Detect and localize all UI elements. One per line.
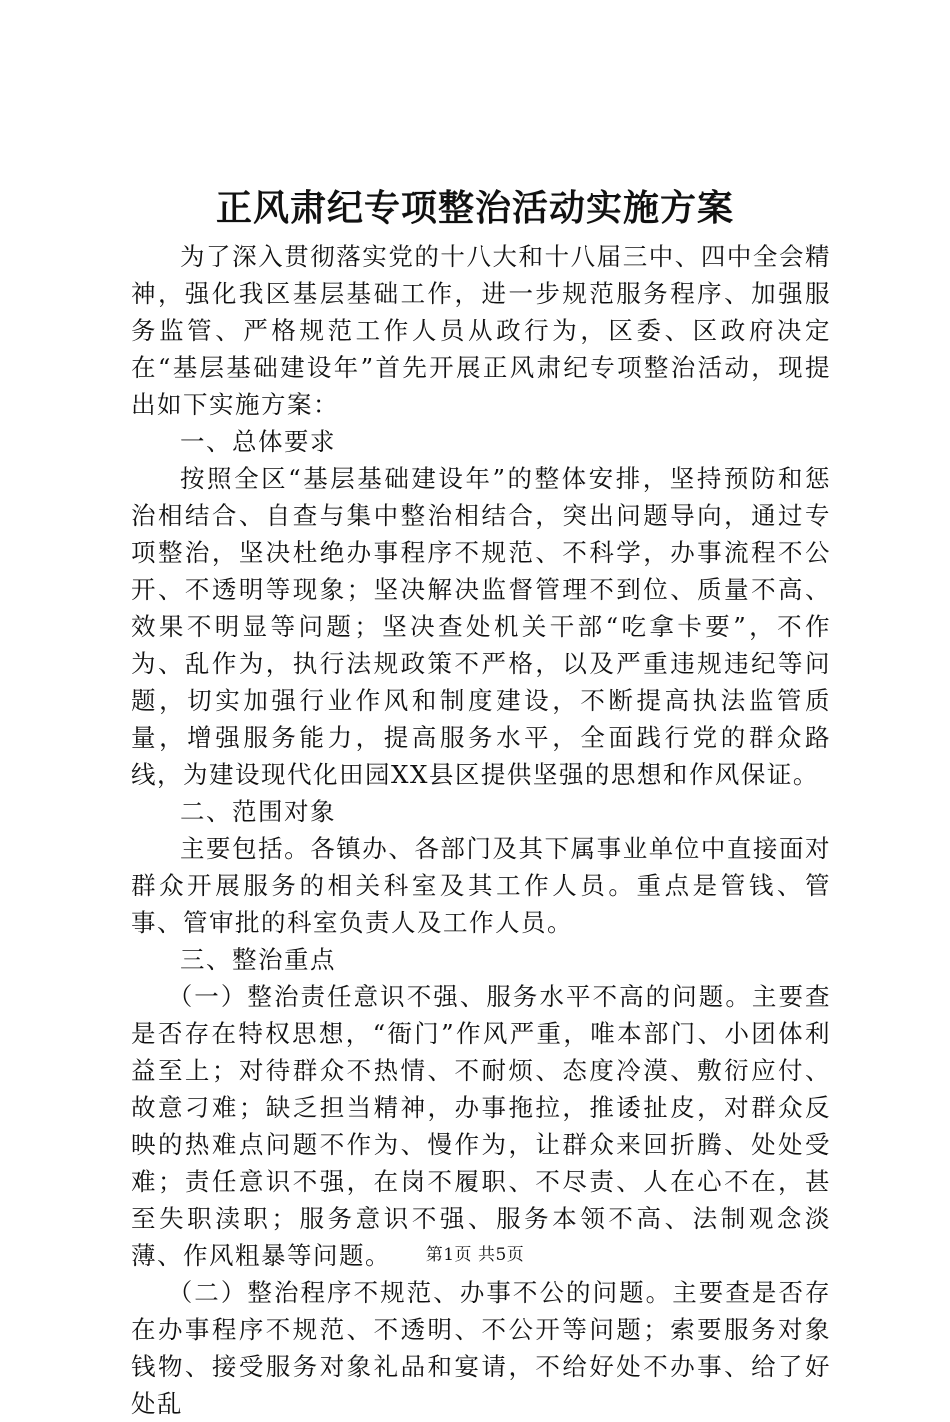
- section-paragraph-general-requirements: 按照全区“基层基础建设年”的整体安排，坚持预防和惩治相结合、自查与集中整治相结合，突出问题导向，通过专项整治，坚决杜绝办事程序不规范、不科学，办事流程不公开、不透明等现象；坚决解决监督管理不到位、质量不高、效果不明显等问题；坚决查处机关干部“吃拿卡要”，不作为、乱作为，执行法规政策不严格，以及严重违规违纪等问题，切实加强行业作风和制度建设，不断提高执法监管质量，增强服务能力，提高服务水平，全面践行党的群众路线，为建设现代化田园XX县区提供坚强的思想和作风保证。: [131, 464, 831, 789]
- section-heading-key-points: 三、整治重点: [180, 945, 336, 974]
- key-point-item-1: （一）整治责任意识不强、服务水平不高的问题。主要查是否存在特权思想，“衙门”作风严重，唯本部门、小团体利益至上；对待群众不热情、不耐烦、态度冷漠、敷衍应付、故意刁难；缺乏担当精神，办事拖拉，推诿扯皮，对群众反映的热难点问题不作为、慢作为，让群众来回折腾、处处受难；责任意识不强，在岗不履职、不尽责、人在心不在，甚至失职渎职；服务意识不强、服务本领不高、法制观念淡薄、作风粗暴等问题。: [131, 982, 831, 1270]
- section-heading-scope: 二、范围对象: [180, 797, 336, 826]
- document-title: 正风肃纪专项整治活动实施方案: [215, 187, 734, 229]
- section-paragraph-scope: 主要包括。各镇办、各部门及其下属事业单位中直接面对群众开展服务的相关科室及其工作人员。重点是管钱、管事、管审批的科室负责人及工作人员。: [131, 834, 831, 937]
- section-heading-general-requirements: 一、总体要求: [180, 427, 336, 456]
- intro-paragraph: 为了深入贯彻落实党的十八大和十八届三中、四中全会精神，强化我区基层基础工作，进一步规范服务程序、加强服务监管、严格规范工作人员从政行为，区委、区政府决定在“基层基础建设年”首先开展正风肃纪专项整治活动，现提出如下实施方案：: [131, 242, 831, 419]
- key-point-item-2: （二）整治程序不规范、办事不公的问题。主要查是否存在办事程序不规范、不透明、不公开等问题；索要服务对象钱物、接受服务对象礼品和宴请，不给好处不办事、给了好处乱: [131, 1278, 831, 1418]
- page-number-footer: 第1页 共5页: [425, 1245, 525, 1265]
